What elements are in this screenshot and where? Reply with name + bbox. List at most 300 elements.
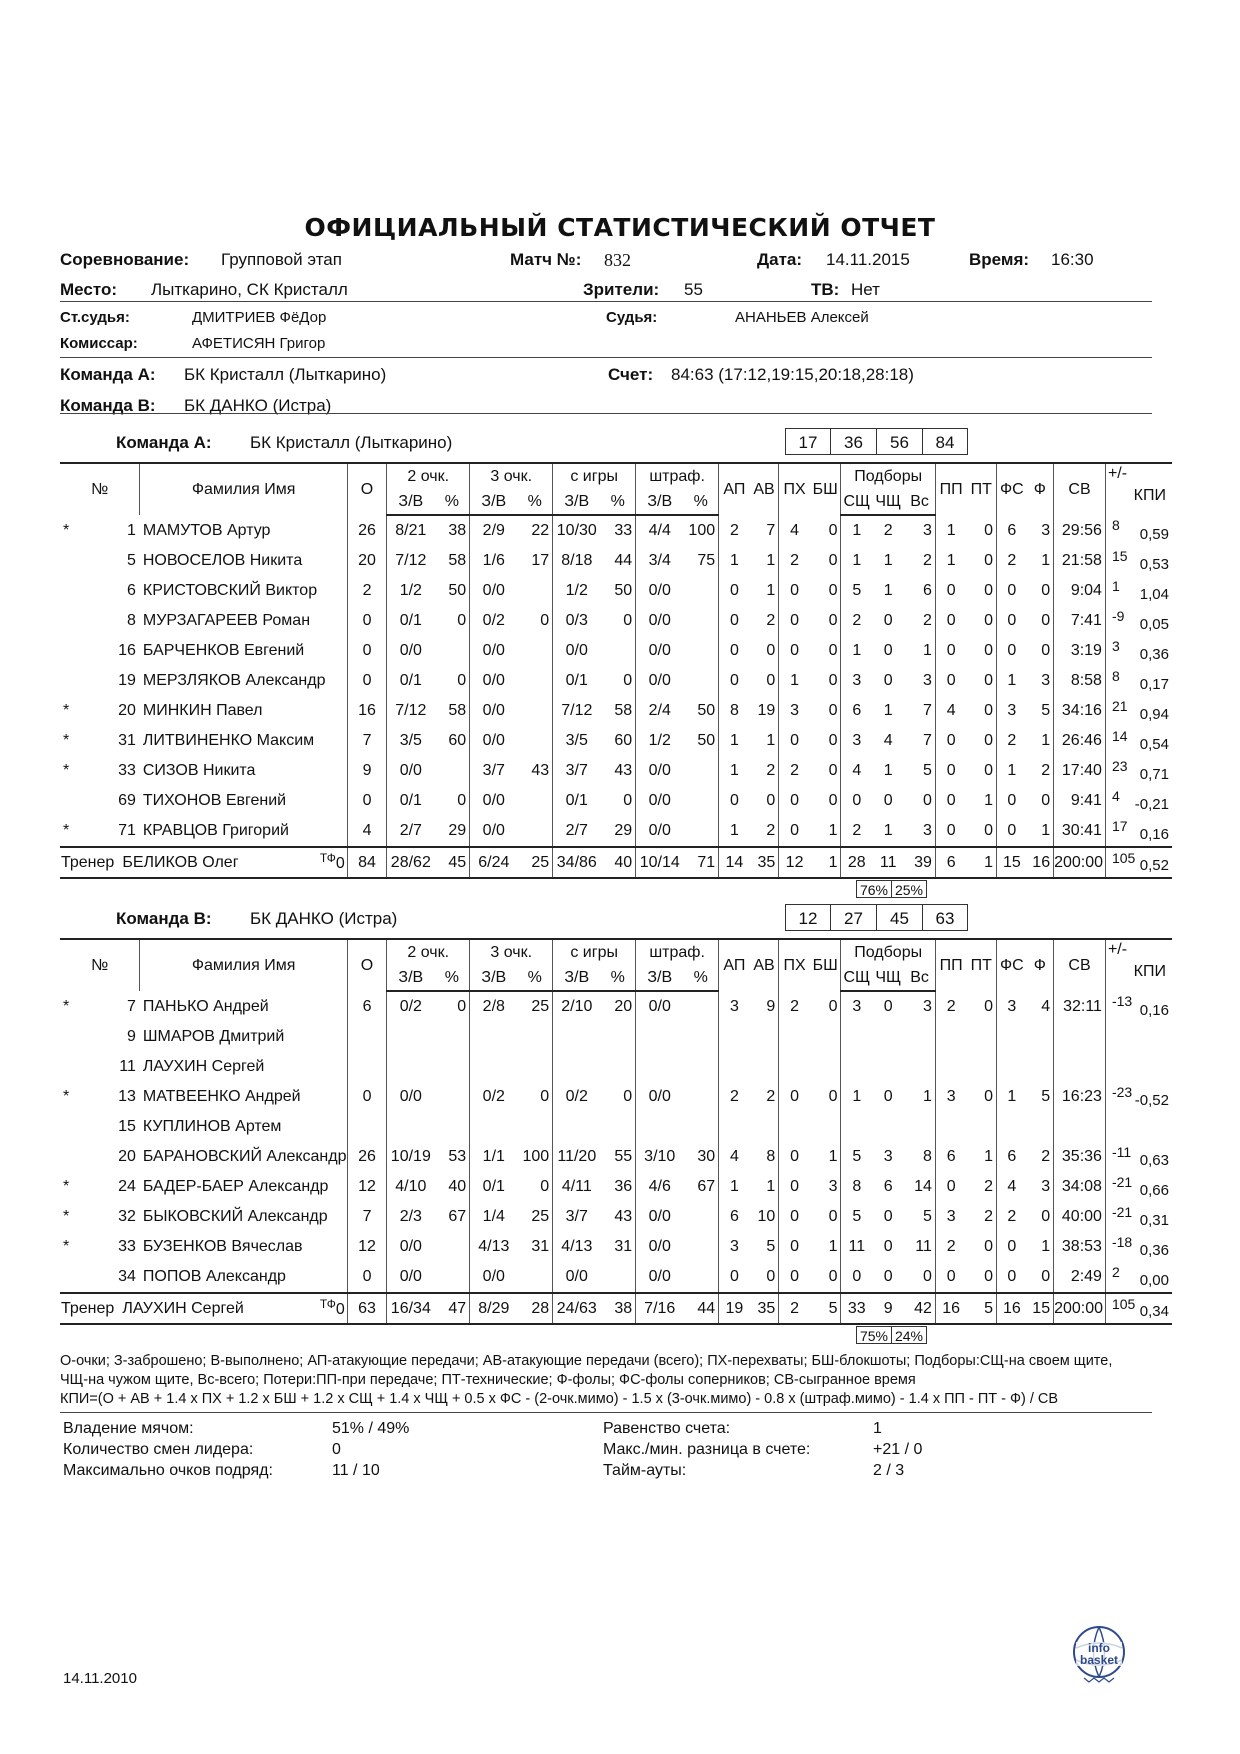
assists: 4 <box>719 1142 750 1172</box>
assists <box>719 1052 750 1082</box>
table-row <box>60 1022 1172 1052</box>
three-pt: 0/0 <box>470 726 518 756</box>
assists-all: 10 <box>757 1208 776 1225</box>
table-row <box>60 1082 1172 1112</box>
steals: 0 <box>779 1262 810 1293</box>
max-run-label: Максимально очков подряд: <box>63 1462 273 1479</box>
field-goals: 0/1 <box>553 786 601 816</box>
col-kpi-label: КПИ <box>1133 963 1166 980</box>
kpi-value: 0,36 <box>1139 1242 1169 1259</box>
table-row <box>60 636 1172 666</box>
total-off-rebounds: 9 <box>872 1293 904 1324</box>
total-rebounds: 3 <box>922 522 932 539</box>
points: 16 <box>347 696 386 726</box>
turnovers-tech <box>966 1052 996 1082</box>
turnovers-tech: 0 <box>984 1268 994 1285</box>
off-rebound-pct: 25% <box>891 880 927 898</box>
free-throw-pct <box>683 606 718 636</box>
col-percent: % <box>683 489 718 515</box>
kpi-cell <box>1105 1052 1172 1082</box>
two-pt-pct: 0 <box>457 612 467 629</box>
two-pt: 2/3 <box>387 1202 435 1232</box>
free-throw-pct <box>683 1112 718 1142</box>
assists: 2 <box>719 515 750 546</box>
starter-mark <box>60 1262 98 1293</box>
blocks: 0 <box>828 702 838 719</box>
three-pt-pct <box>517 786 552 816</box>
kpi-cell <box>1105 1232 1172 1262</box>
field-goal-pct: 31 <box>614 1238 633 1255</box>
two-pt-pct <box>434 1022 469 1052</box>
total-free-throw-pct: 44 <box>683 1293 718 1324</box>
three-pt-pct: 0 <box>540 1088 550 1105</box>
kpi-cell <box>1105 1202 1172 1232</box>
turnovers-tech: 0 <box>984 612 994 629</box>
def-rebounds: 1 <box>841 636 872 666</box>
col-made-attempted: З/В <box>470 965 518 991</box>
table-row <box>60 1052 1172 1082</box>
total-assists-all: 35 <box>750 1293 779 1324</box>
col-made-attempted: З/В <box>553 489 601 515</box>
col-made-attempted: З/В <box>636 489 684 515</box>
plus-minus: 105 <box>1111 1296 1136 1312</box>
three-pt: 0/0 <box>470 696 518 726</box>
assists-all: 1 <box>766 552 776 569</box>
three-pt: 1/6 <box>470 546 518 576</box>
starter-mark: * <box>63 1088 70 1105</box>
free-throws: 0/0 <box>636 786 684 816</box>
total-two-pt-pct: 45 <box>434 847 469 878</box>
two-pt: 10/19 <box>387 1142 435 1172</box>
col-number: № <box>60 939 140 991</box>
free-throws: 0/0 <box>636 606 684 636</box>
plus-minus: -9 <box>1111 608 1125 624</box>
col-to-pass: ПП <box>935 463 966 515</box>
turnovers-pass: 0 <box>935 576 966 606</box>
field-goal-pct: 0 <box>623 1088 633 1105</box>
three-pt-pct <box>517 1022 552 1052</box>
col-steals: ПХ <box>779 939 810 991</box>
free-throws: 0/0 <box>636 756 684 786</box>
team-b-stats-table <box>60 938 1172 1325</box>
turnovers-tech: 0 <box>984 1088 994 1105</box>
points: 0 <box>347 1082 386 1112</box>
two-pt-pct: 58 <box>448 552 467 569</box>
two-pt-pct <box>434 1052 469 1082</box>
col-kpi <box>1105 463 1172 515</box>
points: 12 <box>347 1232 386 1262</box>
blocks: 0 <box>828 612 838 629</box>
turnovers-tech: 0 <box>984 582 994 599</box>
total-rebounds: 2 <box>922 552 932 569</box>
three-pt-pct <box>517 576 552 606</box>
kpi-cell <box>1105 991 1172 1022</box>
ref-value: АНАНЬЕВ Алексей <box>735 309 869 326</box>
plus-minus: 21 <box>1111 698 1128 714</box>
fouls-drawn: 0 <box>997 1262 1027 1293</box>
minutes: 32:11 <box>1054 991 1106 1022</box>
player-name: БАРАНОВСКИЙ Александр <box>142 1148 347 1165</box>
free-throws: 0/0 <box>636 1232 684 1262</box>
two-pt-pct <box>434 1232 469 1262</box>
field-goals: 0/3 <box>553 606 601 636</box>
assists: 0 <box>719 606 750 636</box>
fouls: 3 <box>1041 1178 1051 1195</box>
total-rebounds: 1 <box>922 642 932 659</box>
kpi-value: 0,16 <box>1139 826 1169 843</box>
def-rebounds <box>841 1052 872 1082</box>
two-pt: 0/2 <box>387 991 435 1022</box>
assists-all: 2 <box>766 1088 776 1105</box>
two-pt: 1/2 <box>387 576 435 606</box>
fouls: 0 <box>1041 642 1051 659</box>
fouls: 5 <box>1041 1088 1051 1105</box>
two-pt <box>387 1052 435 1082</box>
points: 2 <box>347 576 386 606</box>
blocks: 0 <box>828 582 838 599</box>
points: 0 <box>347 666 386 696</box>
table-row <box>60 1172 1172 1202</box>
player-number: 6 <box>126 582 136 599</box>
fouls <box>1027 1112 1054 1142</box>
def-rebounds: 6 <box>841 696 872 726</box>
three-pt: 3/7 <box>470 756 518 786</box>
turnovers-tech: 0 <box>984 1238 994 1255</box>
turnovers-tech: 2 <box>984 1178 994 1195</box>
starter-mark: * <box>63 1238 70 1255</box>
free-throws: 4/6 <box>636 1172 684 1202</box>
tf-value: 0 <box>335 1301 345 1319</box>
table-row <box>60 991 1172 1022</box>
three-pt-pct <box>517 1052 552 1082</box>
points: 20 <box>347 546 386 576</box>
table-row <box>60 696 1172 726</box>
def-rebound-pct: 76% <box>856 880 892 898</box>
kpi-value: 0,59 <box>1139 526 1169 543</box>
turnovers-tech: 0 <box>984 702 994 719</box>
def-rebounds: 1 <box>841 546 872 576</box>
total-three-pt: 6/24 <box>470 847 518 878</box>
plus-minus: 4 <box>1111 788 1120 804</box>
two-pt: 0/1 <box>387 606 435 636</box>
table-row <box>60 1202 1172 1232</box>
quarter-score: 56 <box>876 428 923 455</box>
assists: 8 <box>719 696 750 726</box>
team-b-quarter-scores <box>785 904 965 931</box>
col-number: № <box>60 463 140 515</box>
three-pt: 0/1 <box>470 1172 518 1202</box>
player-name: КРАВЦОВ Григорий <box>142 822 289 839</box>
kpi-cell <box>1105 786 1172 816</box>
col-to-tech: ПТ <box>966 939 996 991</box>
free-throws: 0/0 <box>636 1202 684 1232</box>
fouls-drawn: 2 <box>997 726 1027 756</box>
assists: 1 <box>719 726 750 756</box>
spectators-label: Зрители: <box>583 280 660 299</box>
starter-mark: * <box>63 521 70 539</box>
turnovers-pass: 0 <box>935 1262 966 1293</box>
total-field-goal-pct: 40 <box>600 847 635 878</box>
field-goal-pct: 0 <box>623 612 633 629</box>
logo-text: info <box>1088 1641 1110 1655</box>
blocks: 0 <box>828 1088 838 1105</box>
team-b-label: Команда В: <box>60 396 156 415</box>
player-name: ПОПОВ Александр <box>142 1268 286 1285</box>
fouls-drawn: 0 <box>997 636 1027 666</box>
header-divider-2 <box>60 357 1152 358</box>
three-pt: 0/0 <box>470 636 518 666</box>
def-rebounds <box>841 1022 872 1052</box>
col-fouls: Ф <box>1027 463 1054 515</box>
turnovers-tech: 0 <box>984 762 994 779</box>
assists-all: 1 <box>766 732 776 749</box>
minutes: 29:56 <box>1054 515 1106 546</box>
assists: 0 <box>719 636 750 666</box>
blocks <box>810 1022 841 1052</box>
total-points: 63 <box>347 1293 386 1324</box>
fouls: 0 <box>1041 1208 1051 1225</box>
total-blocks: 5 <box>810 1293 841 1324</box>
two-pt: 7/12 <box>387 696 435 726</box>
def-rebounds: 3 <box>841 666 872 696</box>
total-rebounds: 7 <box>922 702 932 719</box>
starter-mark <box>60 1142 98 1172</box>
field-goal-pct: 20 <box>614 998 633 1015</box>
player-number: 33 <box>118 1238 136 1255</box>
total-fouls-drawn: 16 <box>997 1293 1027 1324</box>
turnovers-tech: 2 <box>984 1208 994 1225</box>
footer-date: 14.11.2010 <box>63 1670 137 1687</box>
field-goals: 0/1 <box>553 666 601 696</box>
steals: 0 <box>779 1082 810 1112</box>
col-made-attempted: З/В <box>387 489 435 515</box>
assists-all: 0 <box>766 792 776 809</box>
starter-mark: * <box>63 1208 70 1225</box>
team-a-rebound-pct <box>856 880 926 898</box>
blocks: 0 <box>828 1208 838 1225</box>
quarter-score: 17 <box>785 428 831 455</box>
steals: 4 <box>779 515 810 546</box>
assists-all: 1 <box>766 1178 776 1195</box>
assists-all: 8 <box>766 1148 776 1165</box>
turnovers-pass: 3 <box>935 1202 966 1232</box>
player-number: 7 <box>126 997 136 1015</box>
turnovers-tech: 0 <box>984 822 994 839</box>
technical-fouls <box>320 1297 345 1319</box>
off-rebounds <box>872 1052 904 1082</box>
total-turnovers-tech: 1 <box>966 847 996 878</box>
assists-all: 5 <box>766 1238 776 1255</box>
turnovers-tech: 0 <box>984 672 994 689</box>
points: 9 <box>347 756 386 786</box>
steals: 2 <box>779 756 810 786</box>
points: 0 <box>347 636 386 666</box>
col-minutes: СВ <box>1054 939 1106 991</box>
two-pt-pct: 60 <box>448 732 467 749</box>
off-rebounds: 0 <box>883 1268 893 1285</box>
three-pt-pct: 22 <box>531 522 550 539</box>
kpi-value: 0,53 <box>1139 556 1169 573</box>
fouls-drawn <box>997 1022 1027 1052</box>
free-throw-pct <box>683 1232 718 1262</box>
col-def-reb: СЩ <box>841 489 872 515</box>
steals: 0 <box>779 786 810 816</box>
total-free-throws: 10/14 <box>636 847 684 878</box>
three-pt: 2/8 <box>470 991 518 1022</box>
two-pt: 0/1 <box>387 786 435 816</box>
two-pt: 0/0 <box>387 756 435 786</box>
col-off-reb: ЧЩ <box>872 965 904 991</box>
logo-text: basket <box>1079 1653 1119 1667</box>
three-pt: 0/2 <box>470 1082 518 1112</box>
quarter-score: 12 <box>785 904 831 931</box>
kpi-value: 0,66 <box>1139 1182 1169 1199</box>
player-number: 71 <box>118 822 136 839</box>
def-rebounds: 5 <box>841 1142 872 1172</box>
two-pt-pct: 0 <box>457 792 467 809</box>
turnovers-pass <box>935 1052 966 1082</box>
field-goals: 0/0 <box>553 1262 601 1293</box>
col-fouls-drawn: ФС <box>997 463 1027 515</box>
table-row <box>60 786 1172 816</box>
field-goal-pct <box>600 1052 635 1082</box>
two-pt: 0/0 <box>387 1262 435 1293</box>
plus-minus: 3 <box>1111 638 1120 654</box>
player-number: 11 <box>119 1058 136 1075</box>
col-percent: % <box>683 965 718 991</box>
tf-label: ТФ <box>319 851 336 865</box>
assists: 3 <box>719 991 750 1022</box>
three-pt: 1/4 <box>470 1202 518 1232</box>
match-value: 832 <box>604 250 631 270</box>
table-row <box>60 756 1172 786</box>
team-b-rebound-pct <box>856 1326 926 1344</box>
def-rebounds: 3 <box>841 991 872 1022</box>
player-number: 20 <box>118 702 136 719</box>
points: 6 <box>347 991 386 1022</box>
free-throw-pct: 100 <box>688 522 716 539</box>
ties-label: Равенство счета: <box>603 1420 731 1437</box>
fouls: 5 <box>1041 702 1051 719</box>
steals: 0 <box>779 1202 810 1232</box>
minutes: 34:08 <box>1054 1172 1106 1202</box>
match-label: Матч №: <box>510 250 582 269</box>
blocks: 0 <box>828 732 838 749</box>
score-label: Счет: <box>608 365 654 384</box>
total-free-throws: 7/16 <box>636 1293 684 1324</box>
minutes: 40:00 <box>1054 1202 1106 1232</box>
turnovers-pass: 2 <box>935 991 966 1022</box>
three-pt-pct <box>517 636 552 666</box>
field-goals: 0/2 <box>553 1082 601 1112</box>
blocks: 3 <box>828 1178 838 1195</box>
report-title: ОФИЦИАЛЬНЫЙ СТАТИСТИЧЕСКИЙ ОТЧЕТ <box>304 213 936 242</box>
turnovers-tech <box>966 1022 996 1052</box>
field-goal-pct: 0 <box>623 792 633 809</box>
off-rebounds: 1 <box>883 552 893 569</box>
fouls-drawn: 0 <box>997 606 1027 636</box>
total-fouls-drawn: 15 <box>997 847 1027 878</box>
quarter-score: 63 <box>922 904 968 931</box>
three-pt-pct: 17 <box>531 552 550 569</box>
kpi-cell <box>1105 1112 1172 1142</box>
player-name: МАМУТОВ Артур <box>142 521 271 539</box>
quarter-score: 27 <box>830 904 877 931</box>
col-3pt: 3 очк. <box>470 463 553 489</box>
off-rebounds: 0 <box>883 642 893 659</box>
col-assists: АП <box>719 463 750 515</box>
field-goal-pct <box>600 636 635 666</box>
total-total-rebounds: 39 <box>904 847 935 878</box>
minutes <box>1054 1112 1106 1142</box>
three-pt: 0/0 <box>470 1262 518 1293</box>
player-number: 9 <box>126 1028 136 1045</box>
points <box>347 1112 386 1142</box>
kpi-cell <box>1105 1262 1172 1293</box>
total-points: 84 <box>347 847 386 878</box>
fouls: 0 <box>1041 582 1051 599</box>
commissioner-label: Комиссар: <box>60 335 138 352</box>
starter-mark <box>60 606 98 636</box>
fouls-drawn: 0 <box>997 1232 1027 1262</box>
player-name: БЫКОВСКИЙ Александр <box>142 1208 328 1225</box>
two-pt: 3/5 <box>387 726 435 756</box>
player-name: ШМАРОВ Дмитрий <box>142 1028 285 1045</box>
col-percent: % <box>434 489 469 515</box>
table-row <box>60 666 1172 696</box>
col-to-pass: ПП <box>935 939 966 991</box>
col-fouls-drawn: ФС <box>997 939 1027 991</box>
field-goal-pct: 44 <box>614 552 633 569</box>
fouls: 2 <box>1041 1148 1051 1165</box>
three-pt-pct: 0 <box>540 612 550 629</box>
total-rebounds: 11 <box>915 1238 932 1255</box>
field-goal-pct: 58 <box>614 702 633 719</box>
player-name: ТИХОНОВ Евгений <box>142 792 287 809</box>
score-value: 84:63 (17:12,19:15,20:18,28:18) <box>671 365 914 384</box>
competition-value: Групповой этап <box>221 250 342 269</box>
field-goals <box>553 1022 601 1052</box>
coach-label: Тренер <box>61 853 115 871</box>
turnovers-tech <box>966 1112 996 1142</box>
total-three-pt: 8/29 <box>470 1293 518 1324</box>
two-pt-pct <box>434 1112 469 1142</box>
player-name: МЕРЗЛЯКОВ Александр <box>142 672 326 689</box>
total-field-goal-pct: 38 <box>600 1293 635 1324</box>
steals: 0 <box>779 636 810 666</box>
def-rebounds: 0 <box>841 1262 872 1293</box>
three-pt: 4/13 <box>470 1232 518 1262</box>
total-rebounds <box>904 1112 935 1142</box>
turnovers-pass: 0 <box>935 1172 966 1202</box>
field-goal-pct: 29 <box>614 822 633 839</box>
kpi-value: 0,52 <box>1139 857 1169 874</box>
team-b-title-label: Команда В: <box>116 909 212 928</box>
points: 26 <box>347 1142 386 1172</box>
blocks: 0 <box>828 762 838 779</box>
player-name: ЛИТВИНЕНКО Максим <box>142 732 315 749</box>
table-row <box>60 1142 1172 1172</box>
assists: 0 <box>719 666 750 696</box>
assists: 0 <box>719 1262 750 1293</box>
tf-label: ТФ <box>319 1297 336 1311</box>
off-rebound-pct: 24% <box>891 1326 927 1344</box>
assists-all: 0 <box>766 672 776 689</box>
free-throw-pct <box>683 786 718 816</box>
turnovers-tech: 0 <box>984 642 994 659</box>
col-name: Фамилия Имя <box>140 463 347 515</box>
free-throws <box>636 1112 684 1142</box>
